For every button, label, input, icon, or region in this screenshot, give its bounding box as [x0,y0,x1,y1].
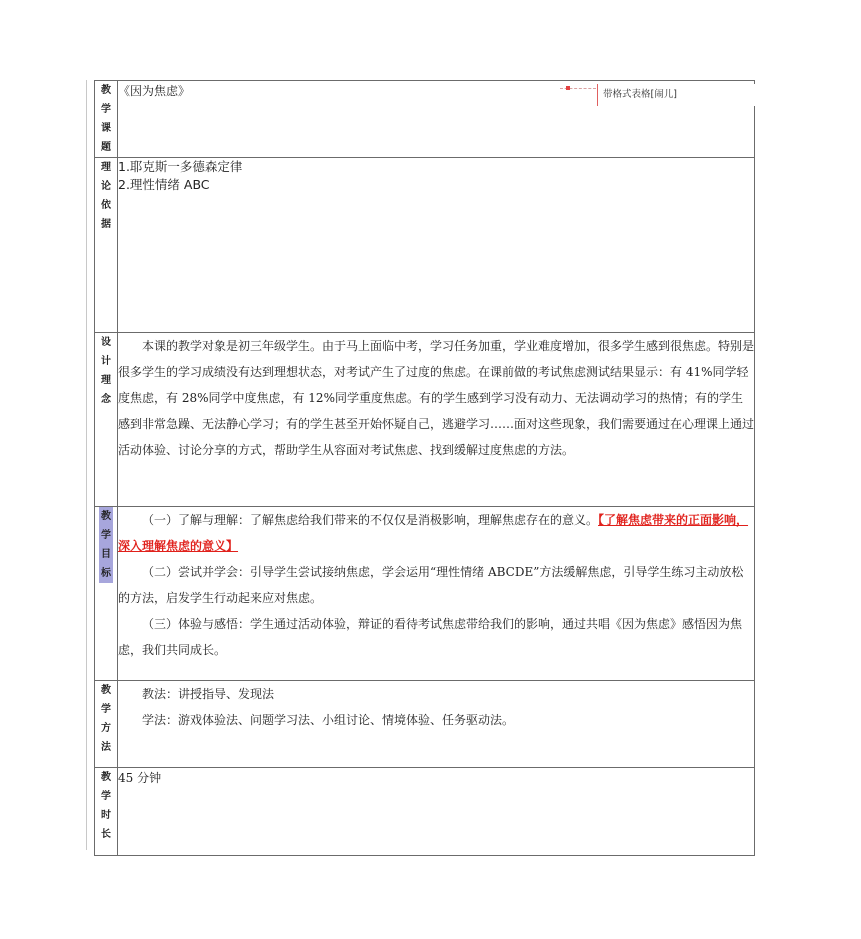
goal-1-text: （一）了解与理解：了解焦虑给我们带来的不仅仅是消极影响，理解焦虑存在的意义。 [142,513,599,527]
goal-3: （三）体验与感悟：学生通过活动体验，辩证的看待考试焦虑带给我们的影响，通过共唱《因为焦虑》感悟因为焦虑，我们共同成长。 [118,617,743,657]
row-duration [95,768,755,856]
goal-1 [118,507,754,559]
row-theory [95,158,755,333]
label-goals [95,507,118,681]
comment-anchor-icon [566,86,570,90]
duration-value: 45 分钟 [118,771,162,785]
format-comment-balloon[interactable] [597,84,755,106]
label-design [95,333,118,507]
label-char: 论 [101,181,111,192]
label-char: 方 [101,723,111,734]
label-theory [95,158,118,333]
label-duration [95,768,118,856]
methods-cell[interactable] [118,681,755,768]
theory-item: 1.耶克斯一多德森定律 [118,159,243,174]
label-char: 学 [101,104,111,115]
label-char: 据 [101,219,111,230]
label-char: 教 [101,772,111,783]
label-char: 理 [101,162,111,173]
row-methods [95,681,755,768]
design-cell[interactable] [118,333,755,507]
row-goals [95,507,755,681]
label-char: 理 [101,375,111,386]
label-char: 学 [101,791,111,802]
lesson-title: 《因为焦虑》 [118,84,191,98]
design-paragraph: 本课的教学对象是初三年级学生。由于马上面临中考，学习任务加重，学业难度增加，很多学生感到很焦虑。特别是很多学生的学习成绩没有达到理想状态，对考试产生了过度的焦虑。在课前做的考试焦虑测试结果显示：有 41%同学轻度焦虑，有 28%同学中度焦虑，有 12%同学重度焦虑。有的学生感到学习没有动力、无法调动学习的热情；有的学生感到非常急躁、无法静心学习；有的学生甚至开始怀疑自己，逃避学习……面对这些现象，我们需要通过在心理课上通过活动体验、讨论分享的方式，帮助学生从容面对考试焦虑、找到缓解过度焦虑的方法。 [118,339,755,457]
label-char: 计 [101,356,111,367]
label-char: 念 [101,394,111,405]
duration-cell[interactable] [118,768,755,856]
label-char: 课 [101,123,111,134]
learning-method: 学法：游戏体验法、问题学习法、小组讨论、情境体验、任务驱动法。 [142,713,515,727]
label-char: 教 [99,507,113,526]
label-char: 教 [101,685,111,696]
label-char: 目 [99,545,113,564]
goals-cell[interactable] [118,507,755,681]
theory-cell[interactable] [118,158,755,333]
label-char: 题 [101,142,111,153]
label-char: 时 [101,810,111,821]
label-char: 学 [99,526,113,545]
margin-rule [86,80,87,850]
label-methods [95,681,118,768]
label-char: 长 [101,829,111,840]
label-char: 设 [101,337,111,348]
goal-2: （二）尝试并学会：引导学生尝试接纳焦虑，学会运用“理性情绪 ABCDE”方法缓解焦虑，引导学生练习主动放松的方法，启发学生行动起来应对焦虑。 [118,565,744,605]
label-char: 学 [101,704,111,715]
lesson-plan-table [94,80,755,856]
label-char: 依 [101,200,111,211]
label-char: 法 [101,742,111,753]
label-topic [95,81,118,158]
row-design [95,333,755,507]
theory-item: 2.理性情绪 ABC [118,177,210,192]
teaching-method: 教法：讲授指导、发现法 [142,687,275,701]
label-char: 标 [99,564,113,583]
comment-text: 带格式表格[闹儿] [603,89,677,100]
label-char: 教 [101,85,111,96]
tracked-insertion[interactable]: 【了解焦虑带来的正面影响，深入理解焦虑的意义】 [118,513,749,553]
